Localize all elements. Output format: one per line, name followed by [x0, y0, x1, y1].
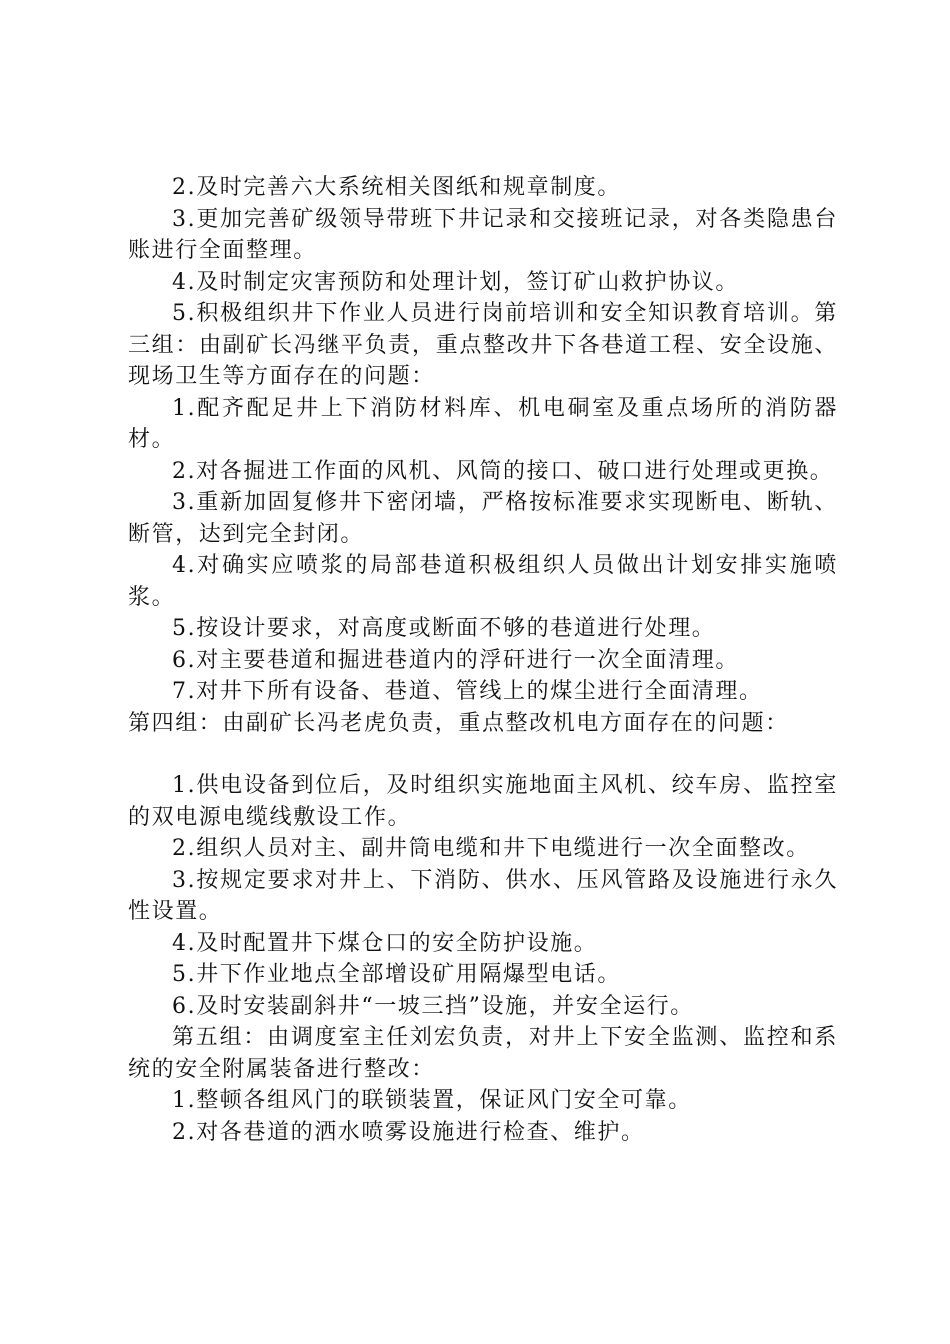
paragraph-item-5-group3-heading: 5.积极组织井下作业人员进行岗前培训和安全知识教育培训。第三组：由副矿长冯继平负责，重点整改井下各巷道工程、安全设施、现场卫生等方面存在的问题： — [128, 301, 838, 389]
blank-line — [128, 739, 838, 770]
paragraph-group4-item-4: 4.及时配置井下煤仓口的安全防护设施。 — [172, 930, 598, 956]
paragraph-group4-item-3: 3.按规定要求对井上、下消防、供水、压风管路及设施进行永久性设置。 — [128, 867, 838, 924]
section-heading-group4: 第四组：由副矿长冯老虎负责，重点整改机电方面存在的问题： — [128, 710, 789, 736]
paragraph-group5-item-2: 2.对各巷道的洒水喷雾设施进行检查、维护。 — [172, 1119, 645, 1145]
paragraph-group3-item-2: 2.对各掘进工作面的风机、风筒的接口、破口进行处理或更换。 — [172, 458, 834, 484]
paragraph-item-4: 4.及时制定灾害预防和处理计划，签订矿山救护协议。 — [172, 269, 739, 295]
paragraph-group3-item-5: 5.按设计要求，对高度或断面不够的巷道进行处理。 — [172, 616, 716, 641]
section-heading-group5: 第五组：由调度室主任刘宏负责，对井上下安全监测、监控和系统的安全附属装备进行整改： — [128, 1025, 838, 1082]
paragraph-group4-item-5: 5.井下作业地点全部增设矿用隔爆型电话。 — [172, 962, 621, 987]
paragraph-group4-item-6: 6.及时安装副斜井“一坡三挡”设施，并安全运行。 — [172, 993, 694, 1019]
paragraph-group3-item-4: 4.对确实应喷浆的局部巷道积极组织人员做出计划安排实施喷浆。 — [128, 553, 838, 610]
paragraph-group3-item-3: 3.重新加固复修井下密闭墙，严格按标准要求实现断电、断轨、断管，达到完全封闭。 — [128, 490, 838, 547]
document-body — [128, 172, 838, 1148]
paragraph-group3-item-1: 1.配齐配足井上下消防材料库、机电硐室及重点场所的消防器材。 — [128, 395, 838, 452]
paragraph-group5-item-1: 1.整顿各组风门的联锁装置，保证风门安全可靠。 — [172, 1088, 692, 1113]
paragraph-item-3: 3.更加完善矿级领导带班下井记录和交接班记录，对各类隐患台账进行全面整理。 — [128, 206, 838, 263]
paragraph-item-2: 2.及时完善六大系统相关图纸和规章制度。 — [172, 175, 621, 200]
paragraph-group3-item-7: 7.对井下所有设备、巷道、管线上的煤尘进行全面清理。 — [172, 679, 763, 704]
paragraph-group4-item-2: 2.组织人员对主、副井筒电缆和井下电缆进行一次全面整改。 — [172, 836, 810, 861]
paragraph-group4-item-1: 1.供电设备到位后，及时组织实施地面主风机、绞车房、监控室的双电源电缆线敷设工作。 — [128, 773, 838, 830]
paragraph-group3-item-6: 6.对主要巷道和掘进巷道内的浮矸进行一次全面清理。 — [172, 647, 739, 673]
